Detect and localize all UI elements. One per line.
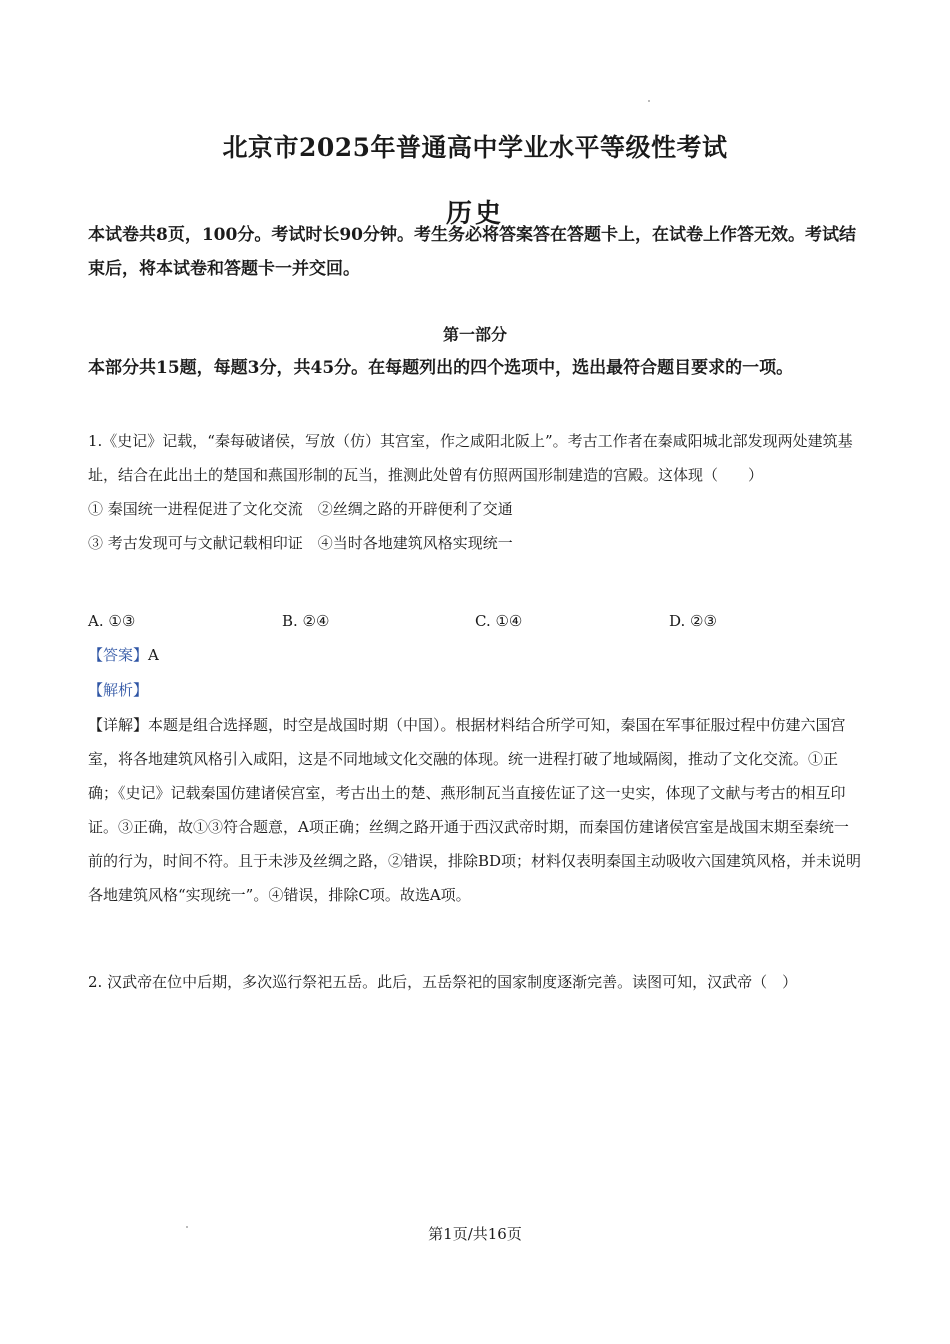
answer-line: [88, 638, 862, 672]
subject-title: 历史: [445, 199, 504, 229]
answer-value: A: [148, 646, 159, 664]
detail-explanation: [88, 708, 862, 912]
question-1-options: [88, 604, 868, 638]
analysis-line: [88, 673, 862, 707]
exam-instructions: 本试卷共8页，100分。考试时长90分钟。考生务必将答案答在答题卡上，在试卷上作答无效。考试结束后，将本试卷和答题卡一并交回。: [88, 225, 856, 279]
question-2: [88, 965, 862, 999]
page-footer: 第1页/共16页: [428, 1225, 522, 1243]
answer-tag: 【答案】: [88, 646, 149, 664]
option-d: D. ②③: [669, 612, 717, 630]
detail-text: 本题是组合选择题，时空是战国时期（中国）。根据材料结合所学可知，秦国在军事征服过程中仿建六国宫室，将各地建筑风格引入咸阳，这是不同地域文化交融的体现。统一进程打破了地域隔阂，推动了文化交流。①正确；《史记》记载秦国仿建诸侯宫室，考古出土的楚、燕形制瓦当直接佐证了这一史实，体现了文献与考古的相互印证。③正确，故①③符合题意，A项正确；丝绸之路开通于西汉武帝时期，而秦国仿建诸侯宫室是战国末期至秦统一前的行为，时间不符。且于未涉及丝绸之路，②错误，排除BD项；材料仅表明秦国主动吸收六国建筑风格，并未说明各地建筑风格“实现统一”。④错误，排除C项。故选A项。: [88, 716, 862, 904]
option-b: B. ②④: [282, 612, 330, 630]
question-1-statement-1: ① 秦国统一进程促进了文化交流 ②丝绸之路的开辟便利了交通: [88, 500, 513, 518]
section-description: 本部分共15题，每题3分，共45分。在每题列出的四个选项中，选出最符合题目要求的一项。: [88, 358, 794, 378]
question-1-stem: 1.《史记》记载，“秦每破诸侯，写放（仿）其宫室，作之咸阳北阪上”。考古工作者在秦咸阳城北部发现两处建筑基址，结合在此出土的楚国和燕国形制的瓦当，推测此处曾有仿照两国形制建造的宫殿。这体现（ ）: [88, 432, 853, 484]
option-c: C. ①④: [475, 612, 523, 630]
analysis-tag: 【解析】: [88, 681, 149, 699]
option-a: A. ①③: [88, 612, 136, 630]
scan-speck: [648, 100, 650, 102]
question-2-stem: 2. 汉武帝在位中后期，多次巡行祭祀五岳。此后，五岳祭祀的国家制度逐渐完善。读图可知，汉武帝（ ）: [88, 973, 798, 991]
question-1-statement-2: ③ 考古发现可与文献记载相印证 ④当时各地建筑风格实现统一: [88, 534, 513, 552]
detail-tag: 【详解】: [88, 716, 149, 734]
section-name: 第一部分: [442, 325, 507, 344]
question-1: [88, 424, 862, 560]
exam-title: 北京市2025年普通高中学业水平等级性考试: [222, 133, 728, 162]
